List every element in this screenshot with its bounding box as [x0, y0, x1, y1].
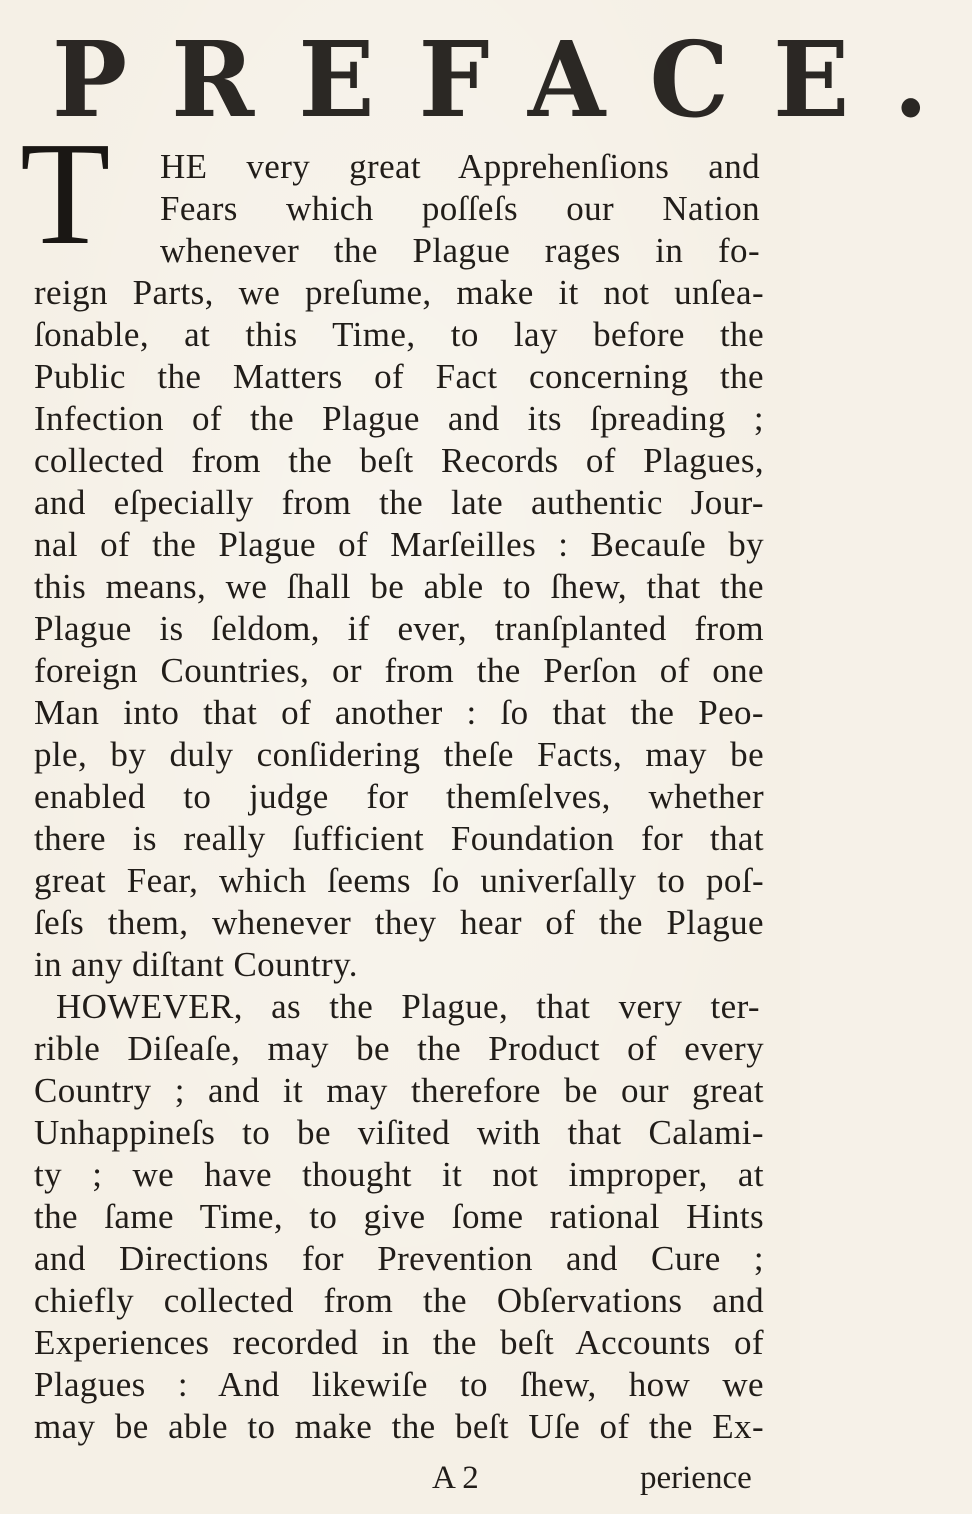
text-line: Public the Matters of Fact concerning the: [34, 357, 764, 396]
text-line: Unhappineſs to be viſited with that Calami-: [34, 1113, 764, 1152]
text-line: HOWEVER, as the Plague, that very ter-: [56, 987, 760, 1026]
text-line: there is really ſufficient Foundation for that: [34, 819, 764, 858]
text-line: and Directions for Prevention and Cure ;: [34, 1239, 764, 1278]
text-line: HE very great Apprehenſions and: [160, 147, 760, 186]
text-line: Experiences recorded in the beſt Accounts of: [34, 1323, 764, 1362]
text-line: Plagues : And likewiſe to ſhew, how we: [34, 1365, 764, 1404]
signature-mark: A 2: [432, 1460, 479, 1496]
text-line: and eſpecially from the late authentic Jour-: [34, 483, 764, 522]
text-line: the ſame Time, to give ſome rational Hints: [34, 1197, 764, 1236]
text-line: chiefly collected from the Obſervations and: [34, 1281, 764, 1320]
text-line: may be able to make the beſt Uſe of the Ex-: [34, 1407, 764, 1446]
text-line: ple, by duly conſidering theſe Facts, may be: [34, 735, 764, 774]
text-line: rible Diſeaſe, may be the Product of every: [34, 1029, 764, 1068]
drop-cap: T: [20, 112, 111, 276]
text-line: this means, we ſhall be able to ſhew, that the: [34, 567, 764, 606]
text-line: in any diſtant Country.: [34, 945, 358, 984]
text-line: nal of the Plague of Marſeilles : Becauſe by: [34, 525, 764, 564]
text-line: Fears which poſſeſs our Nation: [160, 189, 760, 228]
text-line: Plague is ſeldom, if ever, tranſplanted from: [34, 609, 764, 648]
text-line: foreign Countries, or from the Perſon of one: [34, 651, 764, 690]
text-line: ſonable, at this Time, to lay before the: [34, 315, 764, 354]
catchword: perience: [640, 1460, 752, 1496]
text-line: great Fear, which ſeems ſo univerſally to poſ-: [34, 861, 764, 900]
page-title: PREFACE.: [52, 18, 972, 141]
text-line: Infection of the Plague and its ſpreading ;: [34, 399, 764, 438]
text-line: collected from the beſt Records of Plagues,: [34, 441, 764, 480]
text-line: ty ; we have thought it not improper, at: [34, 1155, 764, 1194]
text-line: enabled to judge for themſelves, whether: [34, 777, 764, 816]
text-line: reign Parts, we preſume, make it not unſea-: [34, 273, 764, 312]
text-line: ſeſs them, whenever they hear of the Plague: [34, 903, 764, 942]
text-line: Man into that of another : ſo that the Peo-: [34, 693, 764, 732]
text-line: whenever the Plague rages in fo-: [160, 231, 760, 270]
text-line: Country ; and it may therefore be our great: [34, 1071, 764, 1110]
